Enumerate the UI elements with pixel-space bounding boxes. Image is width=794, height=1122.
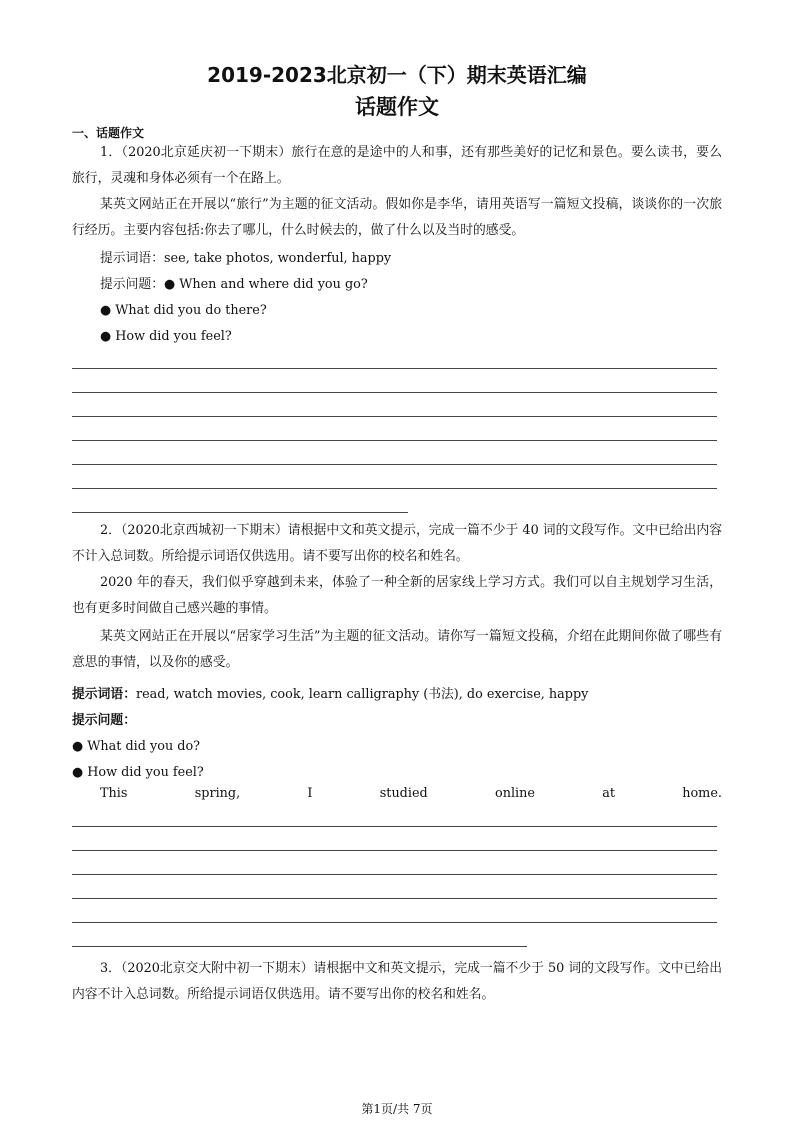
q1-hint-question-1: 提示问题：● When and where did you go? (100, 277, 368, 292)
answer-line[interactable] (72, 922, 717, 923)
q2-hint-words (72, 682, 722, 708)
page-number: 第1页/共 7页 (361, 1102, 433, 1116)
q1-hint-question-2: ● What did you do there? (100, 303, 267, 318)
q2-hint-question-1: ● What did you do? (72, 739, 201, 754)
answer-line[interactable] (72, 440, 717, 441)
answer-line[interactable] (72, 392, 717, 393)
q2-task: 某英文网站正在开展以“居家学习生活”为主题的征文活动。请你写一篇短文投稿，介绍在此期间你做了哪些有意思的事情，以及你的感受。 (72, 629, 722, 670)
starter-word: I (307, 786, 313, 801)
q1-hint-words: 提示词语：see, take photos, wonderful, happy (100, 251, 392, 266)
starter-word: spring, (194, 786, 241, 801)
starter-word: This (100, 786, 128, 801)
q1-intro: 1．（2020北京延庆初一下期末）旅行在意的是途中的人和事，还有那些美好的记忆和景色。要么读书，要么旅行，灵魂和身体必须有一个在路上。 (72, 145, 722, 186)
answer-line[interactable] (72, 512, 408, 513)
q1-hint-question-3: ● How did you feel? (100, 329, 232, 344)
answer-line[interactable] (72, 850, 717, 851)
answer-line[interactable] (72, 874, 717, 875)
starter-word: studied (379, 786, 428, 801)
q1-task: 某英文网站正在开展以“旅行”为主题的征文活动。假如你是李华，请用英语写一篇短文投稿，谈谈你的一次旅行经历。主要内容包括:你去了哪儿，什么时候去的，做了什么以及当时的感受。 (72, 197, 722, 238)
q3-intro: 3．（2020北京交大附中初一下期末）请根据中文和英文提示，完成一篇不少于 50 词的文段写作。文中已给出内容不计入总词数。所给提示词语仅供选用。请不要写出你的校名和姓名。 (72, 961, 722, 1002)
answer-line[interactable] (72, 488, 717, 489)
page-subtitle: 话题作文 (355, 95, 439, 119)
starter-word: at (602, 786, 615, 801)
q2-background: 2020 年的春天，我们似乎穿越到未来，体验了一种全新的居家线上学习方式。我们可以自主规划学习生活，也有更多时间做自己感兴趣的事情。 (72, 575, 722, 616)
q2-hint-words-text: read, watch movies, cook, learn calligraphy (书法), do exercise, happy (135, 687, 589, 702)
page-title: 2019-2023北京初一（下）期末英语汇编 (207, 63, 587, 87)
answer-line[interactable] (72, 464, 717, 465)
starter-word: online (495, 786, 535, 801)
q2-hint-words-label: 提示词语： (72, 687, 136, 702)
q2-hint-question-label: 提示问题： (72, 713, 136, 728)
q2-hint-question-2: ● How did you feel? (72, 765, 204, 780)
q2-intro: 2．（2020北京西城初一下期末）请根据中文和英文提示，完成一篇不少于 40 词的文段写作。文中已给出内容不计入总词数。所给提示词语仅供选用。请不要写出你的校名和姓名。 (72, 523, 722, 564)
answer-line[interactable] (72, 826, 717, 827)
answer-line[interactable] (72, 898, 717, 899)
answer-line[interactable] (72, 416, 717, 417)
answer-line[interactable] (72, 368, 717, 369)
q2-starter-sentence (100, 786, 722, 801)
section-heading: 一、话题作文 (72, 126, 145, 140)
starter-word: home. (682, 786, 722, 801)
answer-line[interactable] (72, 946, 527, 947)
